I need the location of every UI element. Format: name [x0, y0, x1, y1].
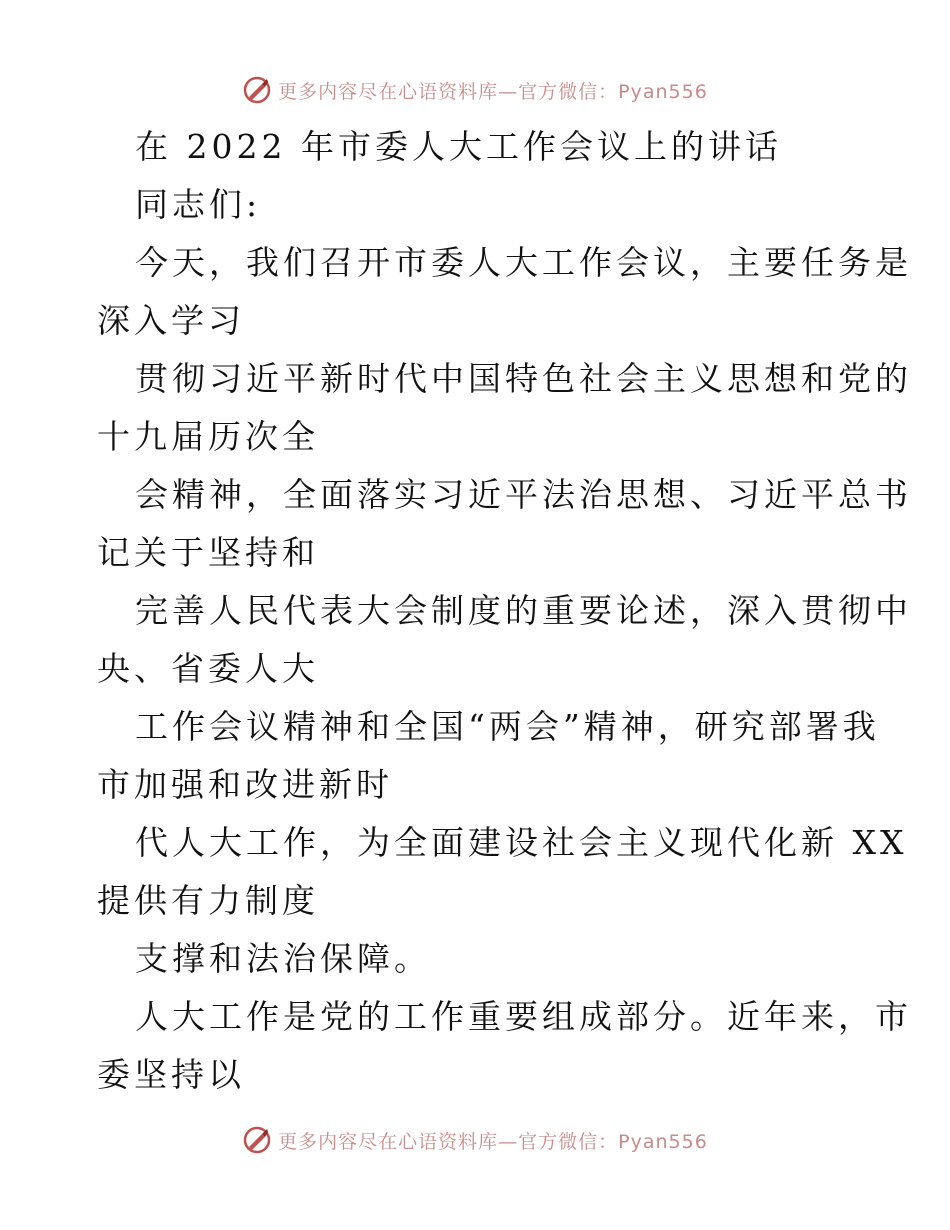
- text-line: 会精神，全面落实习近平法治思想、习近平总书: [135, 475, 912, 514]
- footer-watermark: [0, 1120, 950, 1160]
- text-line: 提供有力制度: [97, 881, 319, 920]
- document-body: [97, 118, 912, 1104]
- text-line: 完善人民代表大会制度的重要论述，深入贯彻中: [135, 591, 912, 630]
- text-line: 委坚持以: [97, 1055, 245, 1094]
- header-watermark: [0, 70, 950, 110]
- text-line: 十九届历次全: [97, 417, 319, 456]
- text-line: 代人大工作，为全面建设社会主义现代化新 XX: [135, 823, 908, 862]
- text-line: 今天，我们召开市委人大工作会议，主要任务是: [135, 243, 912, 282]
- text-line: 支撑和法治保障。: [135, 939, 431, 978]
- text-line: 工作会议精神和全国“两会”精神，研究部署我: [135, 707, 880, 746]
- text-line: 人大工作是党的工作重要组成部分。近年来，市: [135, 997, 912, 1036]
- text-line: 贯彻习近平新时代中国特色社会主义思想和党的: [135, 359, 912, 398]
- text-line: 央、省委人大: [97, 649, 319, 688]
- salutation: 同志们:: [135, 185, 262, 224]
- quill-logo-icon: [242, 1125, 272, 1155]
- document-title: 在 2022 年市委人大工作会议上的讲话: [135, 127, 782, 166]
- text-line: 深入学习: [97, 301, 245, 340]
- watermark-text: 更多内容尽在心语资料库—官方微信：Pyan556: [278, 80, 708, 103]
- text-line: 市加强和改进新时: [97, 765, 393, 804]
- watermark-text: 更多内容尽在心语资料库—官方微信：Pyan556: [278, 1130, 708, 1153]
- quill-logo-icon: [242, 75, 272, 105]
- text-line: 记关于坚持和: [97, 533, 319, 572]
